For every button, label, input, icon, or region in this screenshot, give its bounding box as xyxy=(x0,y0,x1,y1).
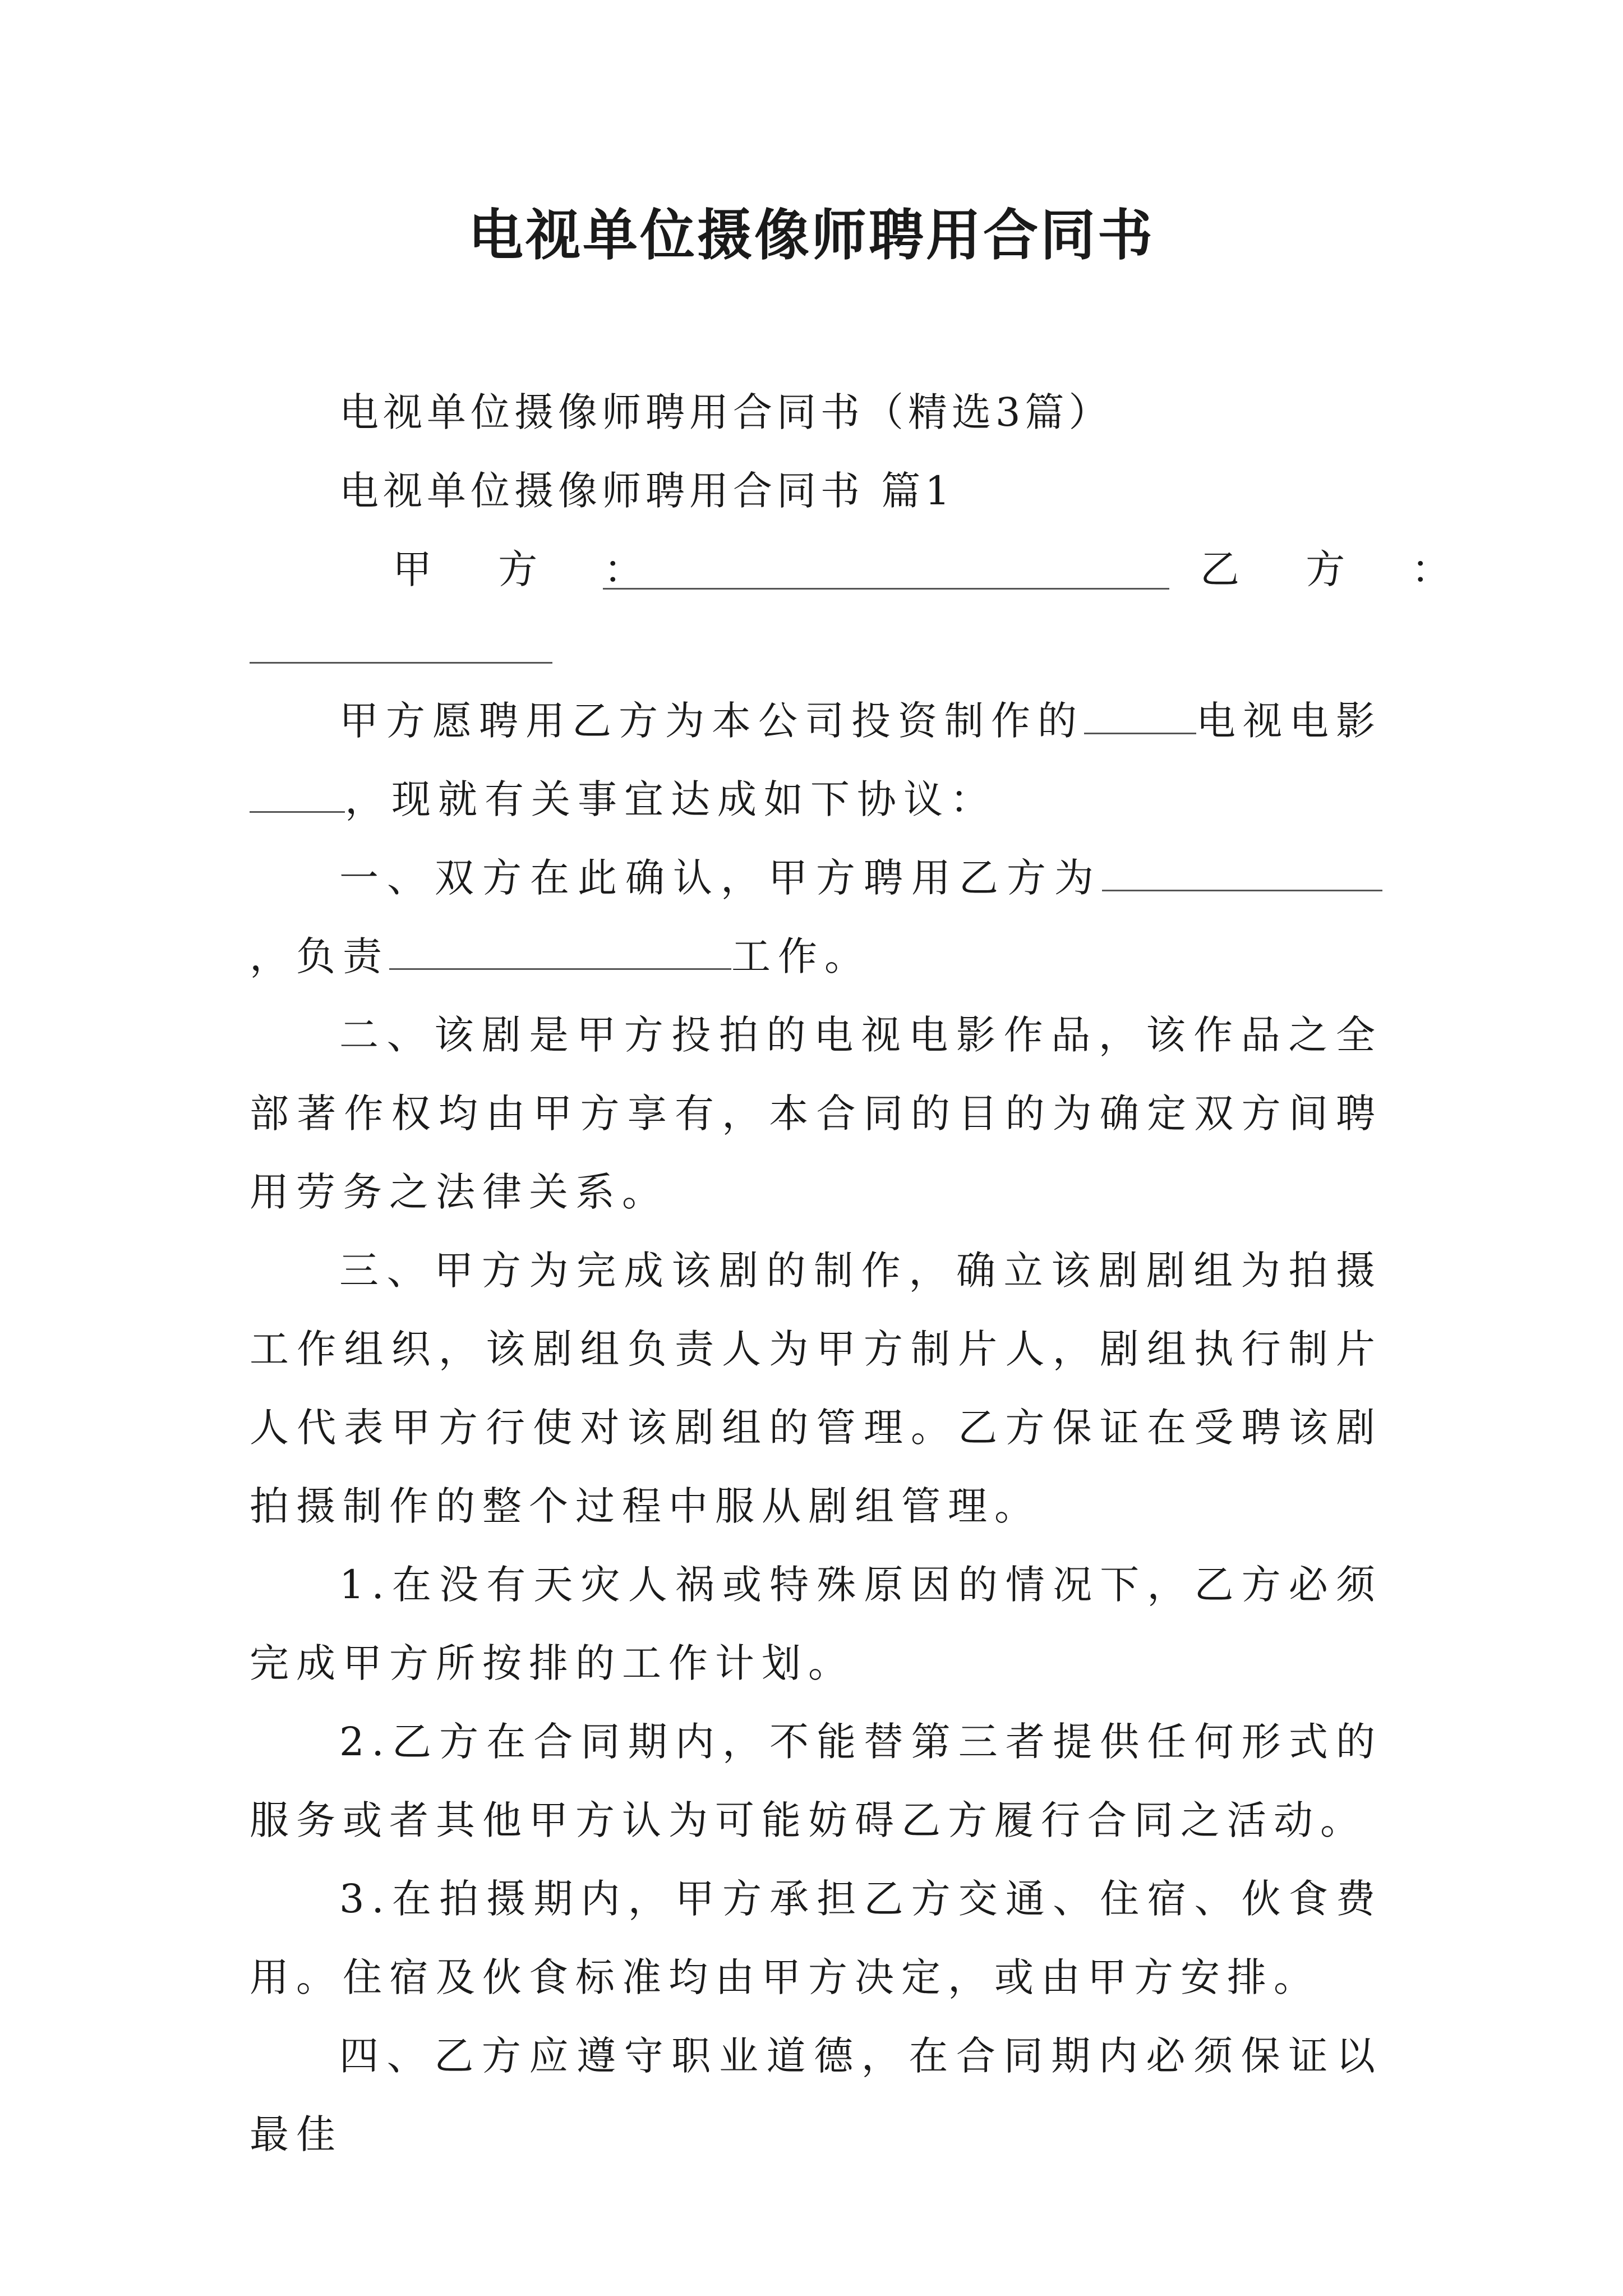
clause-3: 三、甲方为完成该剧的制作，确立该剧剧组为拍摄工作组织，该剧组负责人为甲方制片人，剧组执行制片人代表甲方行使对该剧组的管理。乙方保证在受聘该剧拍摄制作的整个过程中服从剧组管理。 xyxy=(250,1248,1382,1529)
party-a-label: 甲 方 ： xyxy=(393,546,670,592)
clause-4: 四、乙方应遵守职业道德，在合同期内必须保证以最佳 xyxy=(250,2033,1382,2157)
duty-blank xyxy=(389,933,731,970)
document-subtitle: 电视单位摄像师聘用合同书（精选3篇） xyxy=(339,389,1113,435)
party-b-label: 乙 方 ： xyxy=(1200,546,1478,592)
clause-2: 二、该剧是甲方投拍的电视电影作品，该作品之全部著作权均由甲方享有，本合同的目的为确定双方间聘用劳务之法律关系。 xyxy=(250,1012,1382,1215)
title-blank xyxy=(250,776,345,813)
party-b-blank xyxy=(250,662,552,664)
party-a-blank xyxy=(603,588,1169,590)
document-title: 电视单位摄像师聘用合同书 xyxy=(468,203,1155,268)
clause-1: 一、双方在此确认，甲方聘用乙方为，负责 工作。 xyxy=(250,839,1382,996)
section-heading: 电视单位摄像师聘用合同书 篇1 xyxy=(339,468,955,514)
item-3: 3.在拍摄期内，甲方承担乙方交通、住宿、伙食费用。住宿及伙食标准均由甲方决定，或由甲方安排。 xyxy=(250,1876,1382,2000)
intro-paragraph: 甲方愿聘用乙方为本公司投资制作的 电视电影，现就有关事宜达成如下协议： xyxy=(250,682,1382,839)
position-blank xyxy=(1102,855,1382,891)
project-blank xyxy=(1084,698,1196,734)
item-2: 2.乙方在合同期内，不能替第三者提供任何形式的服务或者其他甲方认为可能妨碍乙方履行合同之活动。 xyxy=(250,1719,1382,1843)
item-1: 1.在没有天灾人祸或特殊原因的情况下，乙方必须完成甲方所按排的工作计划。 xyxy=(250,1562,1382,1686)
